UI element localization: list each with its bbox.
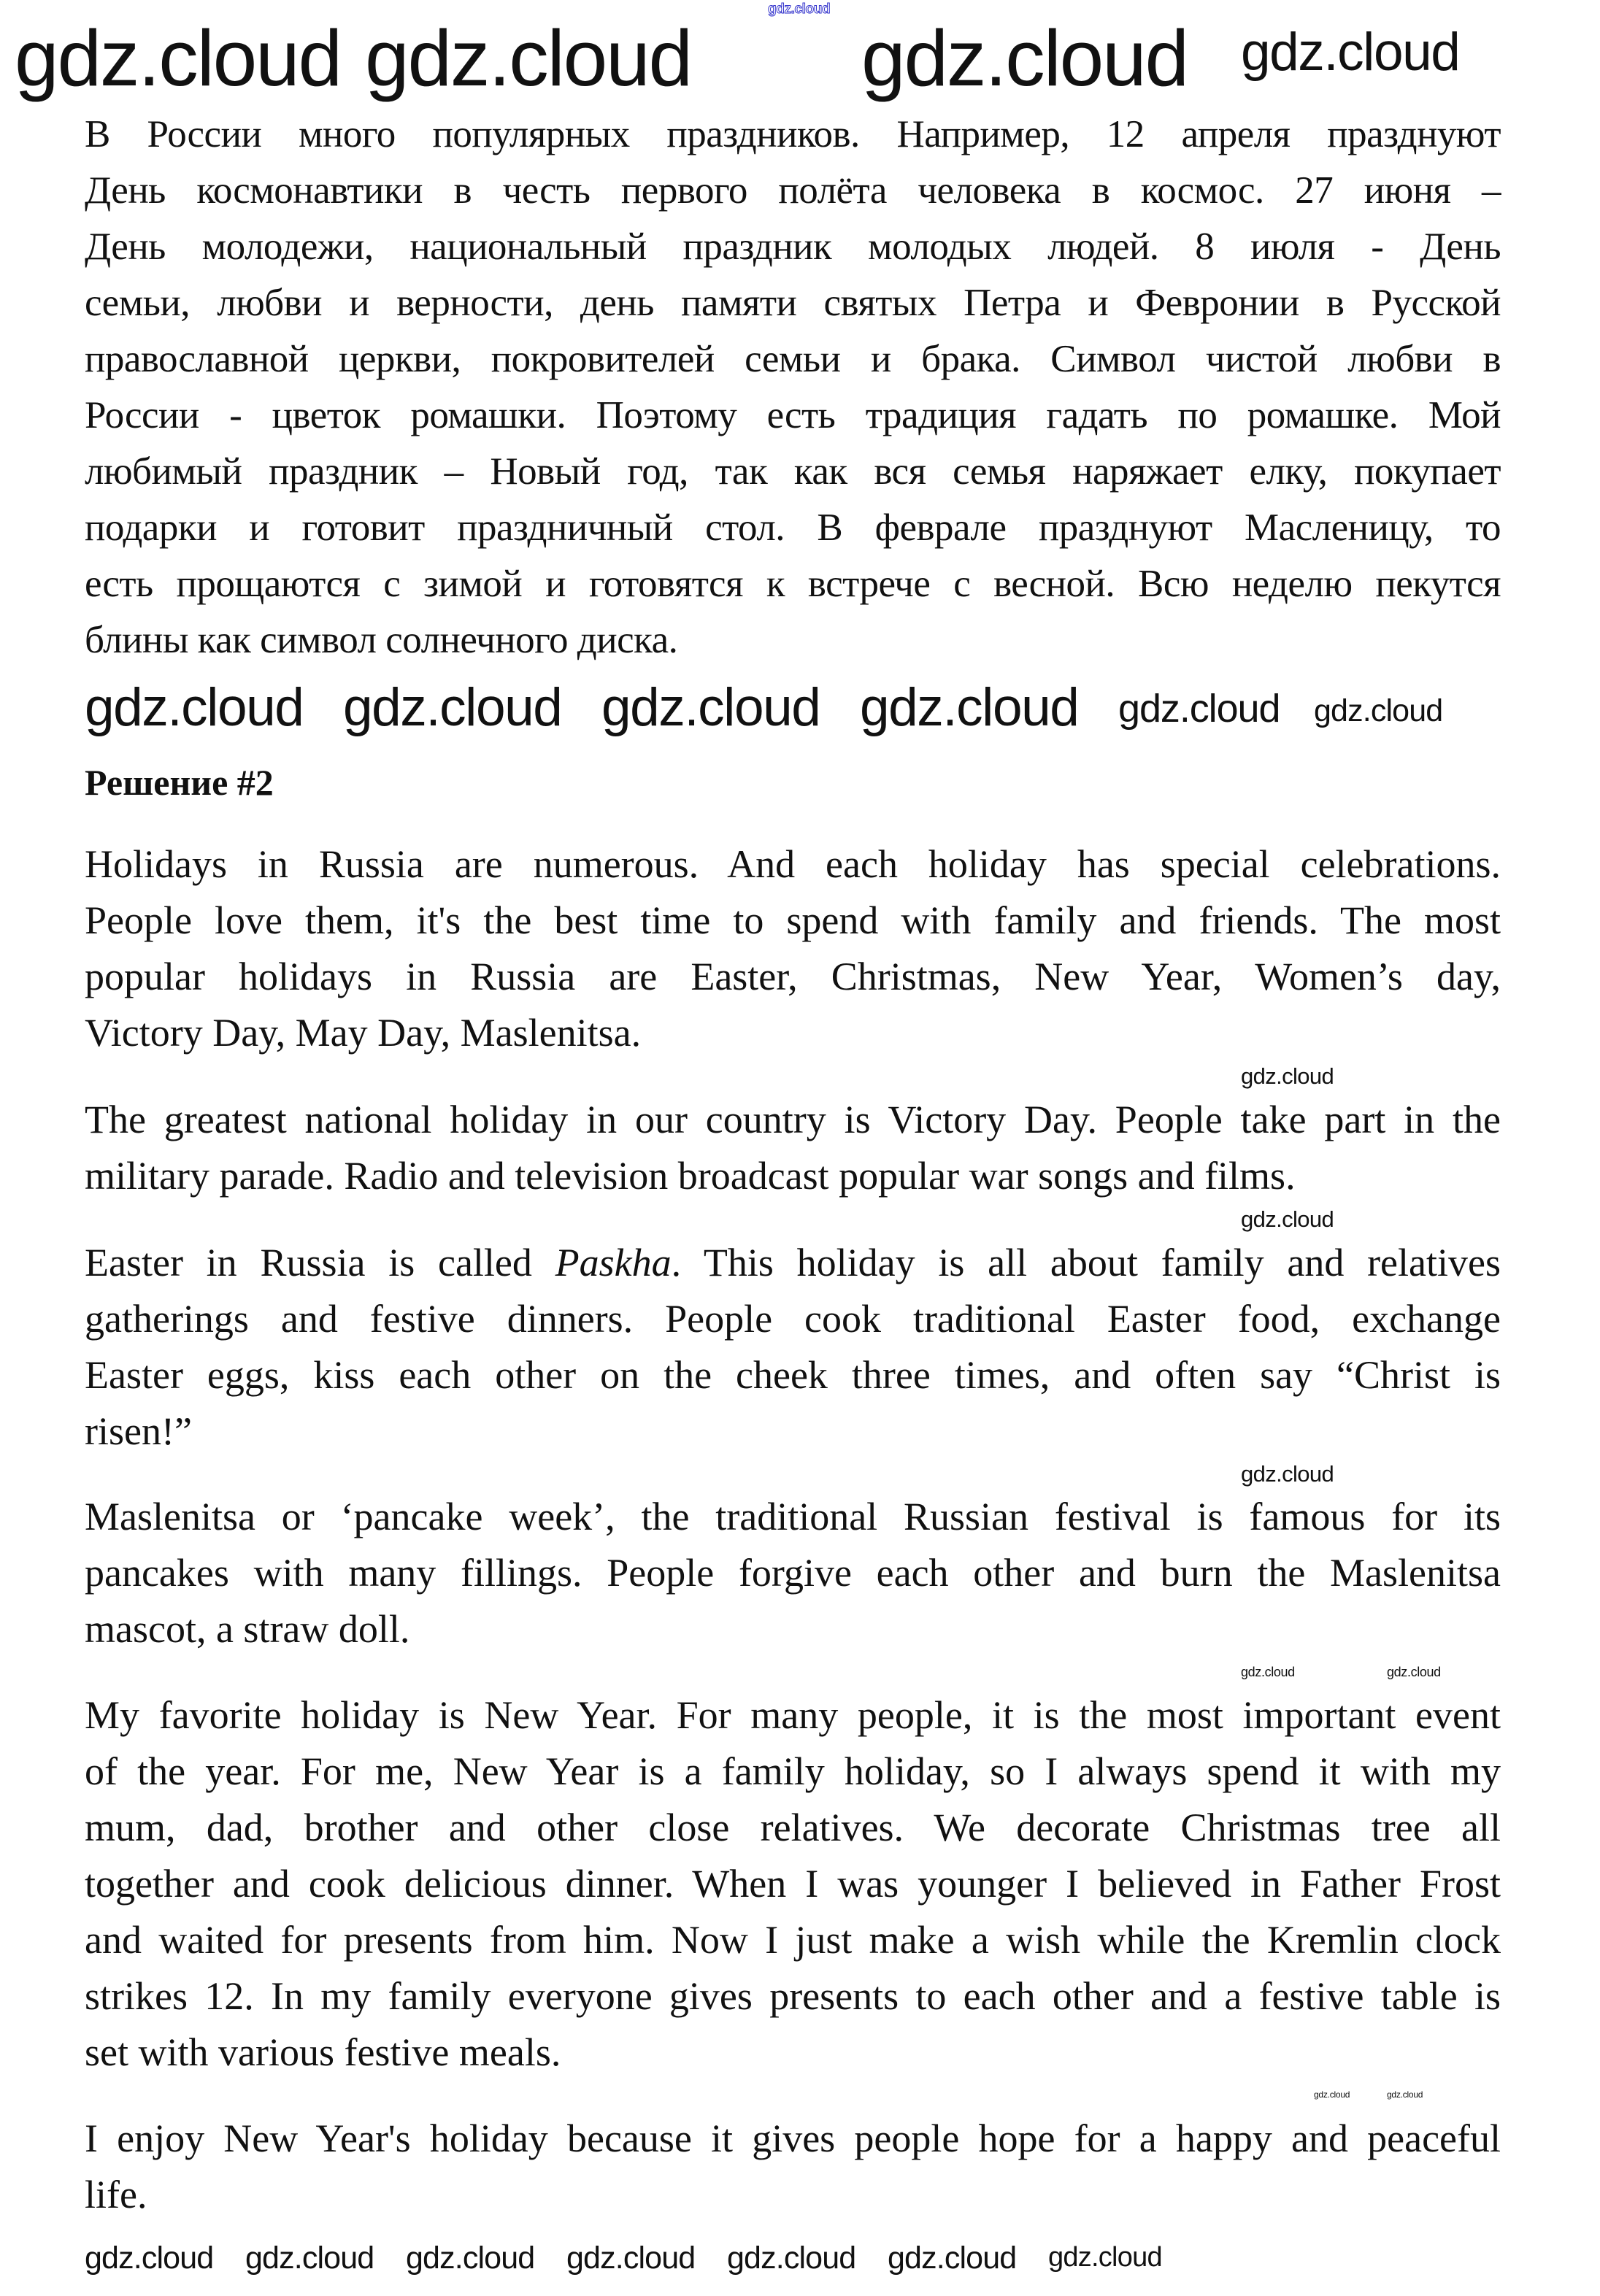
- watermark-logo: gdz.cloud: [1241, 1461, 1334, 1487]
- text-line: and waited for presents from him. Now I just make a wish while the Kremlin clock: [85, 1918, 1501, 1962]
- text-line: gatherings and festive dinners. People cook traditional Easter food, exchange: [85, 1297, 1501, 1341]
- text-line: popular holidays in Russia are Easter, Christmas, New Year, Women’s day,: [85, 955, 1501, 998]
- text-line: блины как символ солнечного диска.: [85, 619, 678, 661]
- text-line: set with various festive meals.: [85, 2030, 561, 2074]
- text-line: семьи, любви и верности, день памяти святых Петра и Февронии в Русской: [85, 282, 1501, 324]
- watermark-logo: gdz.cloud: [245, 2241, 374, 2276]
- text-line: My favorite holiday is New Year. For many people, it is the most important event: [85, 1693, 1501, 1737]
- text-line: В России много популярных праздников. Например, 12 апреля празднуют: [85, 113, 1501, 155]
- text-line: of the year. For me, New Year is a family holiday, so I always spend it with my: [85, 1749, 1501, 1793]
- text-line: I enjoy New Year's holiday because it gives people hope for a happy and peaceful: [85, 2116, 1501, 2160]
- watermark-logo: gdz.cloud: [85, 678, 304, 737]
- watermark-logo-top: gdz.cloud: [768, 1, 831, 17]
- text-line: Victory Day, May Day, Maslenitsa.: [85, 1011, 642, 1055]
- text-line: together and cook delicious dinner. When I was younger I believed in Father Frost: [85, 1862, 1501, 1906]
- watermark-logo: gdz.cloud: [1241, 1063, 1334, 1089]
- text-line: [85, 1235, 1501, 1291]
- watermark-logo: gdz.cloud: [860, 678, 1079, 737]
- watermark-logo: gdz.cloud: [1048, 2242, 1162, 2273]
- english-paragraph: [85, 2111, 1501, 2223]
- text-line: любимый праздник – Новый год, так как вся семья наряжает елку, покупает: [85, 450, 1501, 493]
- watermark-logo: gdz.cloud: [1387, 2089, 1423, 2100]
- text-line: mum, dad, brother and other close relatives. We decorate Christmas tree all: [85, 1806, 1501, 1849]
- text-line: России - цветок ромашки. Поэтому есть традиция гадать по ромашке. Мой: [85, 394, 1501, 436]
- text-line: mascot, a straw doll.: [85, 1607, 410, 1651]
- text-line: military parade. Radio and television broadcast popular war songs and films.: [85, 1154, 1296, 1198]
- watermark-logo: gdz.cloud: [85, 2241, 214, 2276]
- english-paragraph: [85, 1092, 1501, 1204]
- text-line: Maslenitsa or ‘pancake week’, the traditional Russian festival is famous for its: [85, 1495, 1501, 1538]
- watermark-logo: gdz.cloud: [365, 14, 691, 103]
- text-line: День молодежи, национальный праздник молодых людей. 8 июля - День: [85, 226, 1501, 268]
- watermark-logo: gdz.cloud: [1241, 23, 1460, 82]
- watermark-logo: gdz.cloud: [1118, 687, 1280, 731]
- watermark-logo: gdz.cloud: [1314, 2089, 1350, 2100]
- english-paragraph: [85, 1489, 1501, 1657]
- watermark-logo: gdz.cloud: [601, 678, 820, 737]
- text-line: День космонавтики в честь первого полёта человека в космос. 27 июня –: [85, 169, 1501, 212]
- solution-heading: Решение #2: [85, 762, 274, 803]
- text-line: есть прощаются с зимой и готовятся к встрече с весной. Всю неделю пекутся: [85, 563, 1501, 605]
- text-line: People love them, it's the best time to spend with family and friends. The most: [85, 898, 1501, 942]
- watermark-logo: gdz.cloud: [1241, 1206, 1334, 1232]
- text-line: The greatest national holiday in our country is Victory Day. People take part in the: [85, 1098, 1501, 1141]
- watermark-logo: gdz.cloud: [406, 2241, 535, 2276]
- watermark-logo: gdz.cloud: [566, 2241, 696, 2276]
- english-paragraph: [85, 1235, 1501, 1460]
- russian-paragraph: [85, 107, 1501, 669]
- english-paragraph: [85, 1687, 1501, 2081]
- text-segment: Easter in Russia is called: [85, 1241, 555, 1284]
- watermark-logo: gdz.cloud: [727, 2241, 856, 2276]
- text-line: православной церкви, покровителей семьи и брака. Символ чистой любви в: [85, 338, 1501, 380]
- text-segment: . This holiday is all about family and relatives: [671, 1241, 1501, 1284]
- text-line: life.: [85, 2173, 147, 2216]
- watermark-logo: gdz.cloud: [1387, 1665, 1441, 1679]
- text-line: pancakes with many fillings. People forgive each other and burn the Maslenitsa: [85, 1551, 1501, 1595]
- watermark-logo: gdz.cloud: [888, 2241, 1017, 2276]
- watermark-logo: gdz.cloud: [343, 678, 562, 737]
- text-line: risen!”: [85, 1409, 192, 1453]
- english-paragraph: [85, 836, 1501, 1061]
- watermark-logo: gdz.cloud: [1241, 1665, 1295, 1679]
- watermark-logo: gdz.cloud: [1314, 693, 1443, 728]
- italic-term: Paskha: [555, 1241, 672, 1284]
- watermark-logo: gdz.cloud: [861, 14, 1188, 103]
- watermark-logo: gdz.cloud: [15, 14, 341, 103]
- text-line: strikes 12. In my family everyone gives presents to each other and a festive table is: [85, 1974, 1501, 2018]
- text-line: Easter eggs, kiss each other on the cheek three times, and often say “Christ is: [85, 1353, 1501, 1397]
- text-line: подарки и готовит праздничный стол. В феврале празднуют Масленицу, то: [85, 506, 1501, 549]
- text-line: Holidays in Russia are numerous. And each holiday has special celebrations.: [85, 842, 1501, 886]
